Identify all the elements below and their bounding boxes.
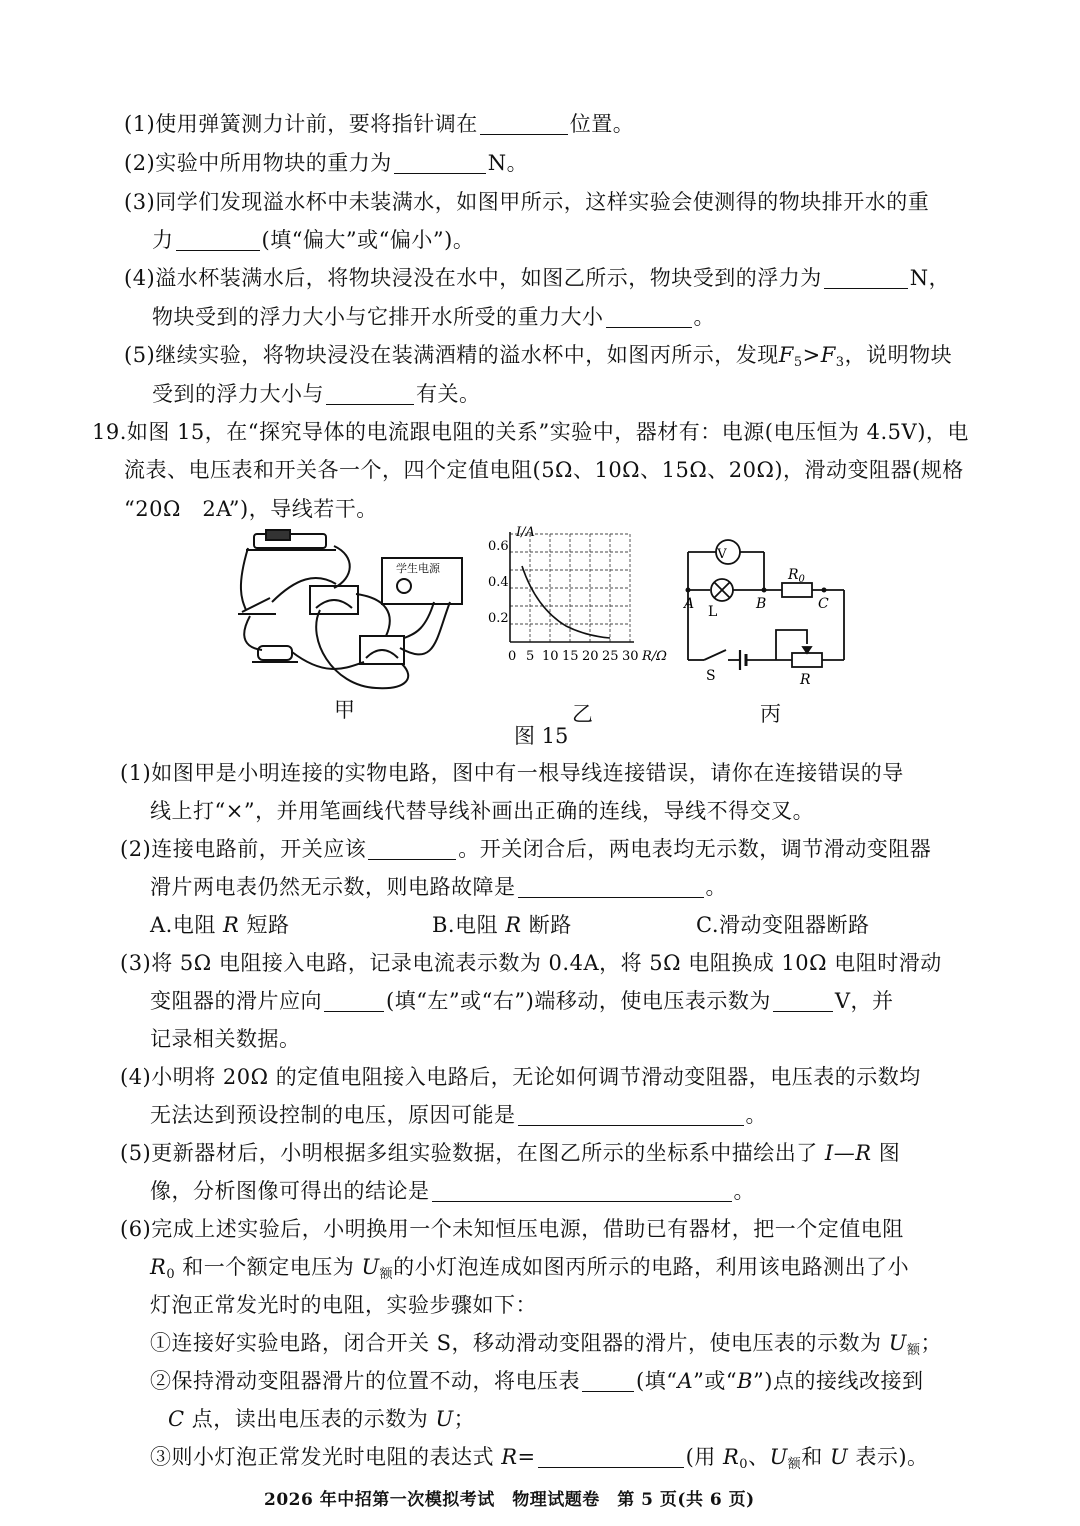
xtick-25: 25	[602, 649, 619, 664]
q19-p1-line1: (1)如图甲是小明连接的实物电路，图中有一根导线连接错误，请你在连接错误的导	[120, 761, 904, 785]
ytick-0.6: 0.6	[488, 539, 509, 554]
switch-s	[704, 650, 726, 660]
q19-p6-step2-line1: ②保持滑动变阻器滑片的位置不动，将电压表 (填“A”或“B”)点的接线改接到	[150, 1369, 924, 1393]
voltmeter-label: V	[717, 547, 727, 562]
figure-label-jia: 甲	[334, 698, 355, 722]
answer-blank[interactable]	[432, 1179, 732, 1202]
figure-yi-graph	[486, 522, 676, 672]
answer-blank[interactable]	[824, 266, 908, 289]
q19-p6-line2: $R_0$ 和一个额定电压为 $U_额$的小灯泡连成如图丙所示的电路，利用该电路测出了小	[150, 1255, 910, 1282]
q18-p3-line2: 力 (填“偏大”或“偏小”)。	[152, 228, 475, 252]
q18-p5-line2: 受到的浮力大小与 有关。	[152, 382, 481, 406]
answer-blank[interactable]	[324, 989, 384, 1012]
q19-p3-line1: (3)将 5Ω 电阻接入电路，记录电流表示数为 0.4A，将 5Ω 电阻换成 10Ω 电阻时滑动	[120, 951, 942, 975]
node-c-label: C	[818, 596, 829, 612]
q19-p6-line1: (6)完成上述实验后，小明换用一个未知恒压电源，借助已有器材，把一个定值电阻	[120, 1217, 904, 1241]
answer-blank[interactable]	[518, 875, 704, 898]
figure-caption: 图 15	[514, 724, 569, 748]
answer-blank[interactable]	[394, 151, 486, 174]
q19-p2-line2: 滑片两电表仍然无示数，则电路故障是 。	[150, 875, 727, 899]
lamp-label: L	[708, 604, 718, 620]
q18-p4-line1: (4)溢水杯装满水后，将物块浸没在水中，如图乙所示，物块受到的浮力为 N，	[124, 266, 951, 290]
q19-option-c[interactable]: C.滑动变阻器断路	[696, 913, 870, 937]
q18-p2: (2)实验中所用物块的重力为 N。	[124, 151, 529, 175]
q19-p3-line2: 变阻器的滑片应向 (填“左”或“右”)端移动，使电压表示数为 V，并	[150, 989, 894, 1013]
switch-label: S	[706, 668, 716, 684]
q18-p1: (1)使用弹簧测力计前，要将指针调在 位置。	[124, 112, 635, 136]
answer-blank[interactable]	[326, 382, 414, 405]
q19-p3-line3: 记录相关数据。	[150, 1027, 301, 1051]
q19-option-a[interactable]: A.电阻 R 短路	[150, 913, 290, 937]
i-r-curve	[522, 566, 610, 638]
q19-option-b[interactable]: B.电阻 R 断路	[432, 913, 572, 937]
q19-intro-line1: 19.如图 15，在“探究导体的电流跟电阻的关系”实验中，器材有：电源(电压恒为 4.5V)，电	[92, 420, 969, 444]
q19-p6-step3: ③则小灯泡正常发光时电阻的表达式 R= (用 $R_0$、$U_额$和 U 表示)。	[150, 1445, 929, 1472]
q19-p4-line1: (4)小明将 20Ω 的定值电阻接入电路后，无论如何调节滑动变阻器，电压表的示数均	[120, 1065, 921, 1089]
xtick-0: 0	[508, 649, 517, 664]
answer-blank[interactable]	[176, 228, 260, 251]
graph-xlabel: R/Ω	[642, 649, 667, 664]
ytick-0.4: 0.4	[488, 575, 509, 590]
r0-resistor	[782, 583, 812, 597]
answer-blank[interactable]	[773, 989, 833, 1012]
q19-intro-line2: 流表、电压表和开关各一个，四个定值电阻(5Ω、10Ω、15Ω、20Ω)，滑动变阻器(规格	[124, 458, 964, 482]
q19-p6-step2-line2: C 点，读出电压表的示数为 U；	[168, 1407, 476, 1431]
figure-bing-circuit	[676, 530, 856, 688]
answer-blank[interactable]	[606, 305, 692, 328]
node-a-label: A	[684, 596, 695, 612]
figure-label-bing: 丙	[760, 702, 781, 726]
xtick-15: 15	[562, 649, 579, 664]
xtick-5: 5	[526, 649, 535, 664]
q19-p2-line1: (2)连接电路前，开关应该 。开关闭合后，两电表均无示数，调节滑动变阻器	[120, 837, 932, 861]
answer-blank[interactable]	[518, 1103, 744, 1126]
q19-p6-line3: 灯泡正常发光时的电阻，实验步骤如下：	[150, 1293, 537, 1317]
rheostat-label: R	[800, 672, 811, 688]
q19-intro-line3: “20Ω 2A”)，导线若干。	[124, 497, 378, 521]
answer-blank[interactable]	[368, 837, 456, 860]
answer-blank[interactable]	[538, 1445, 684, 1468]
q19-p5-line1: (5)更新器材后，小明根据多组实验数据，在图乙所示的坐标系中描绘出了 I—R 图	[120, 1141, 901, 1165]
fixed-resistor	[258, 646, 292, 660]
node-b-label: B	[756, 596, 767, 612]
q18-p4-line2: 物块受到的浮力大小与它排开水所受的重力大小 。	[152, 305, 715, 329]
q19-p4-line2: 无法达到预设控制的电压，原因可能是 。	[150, 1103, 767, 1127]
q18-p5-line1: (5)继续实验，将物块浸没在装满酒精的溢水杯中，如图丙所示，发现$F_5>F_3$，说明物块	[124, 343, 953, 370]
figure-jia-physical-circuit	[236, 528, 472, 696]
page-footer: 2026 年中招第一次模拟考试 物理试题卷 第 5 页(共 6 页)	[264, 1490, 755, 1510]
answer-blank[interactable]	[582, 1369, 634, 1392]
r0-label: $R_0$	[788, 567, 805, 585]
q19-p6-step1: ①连接好实验电路，闭合开关 S，移动滑动变阻器的滑片，使电压表的示数为 $U_额$；	[150, 1331, 942, 1358]
figure-label-yi: 乙	[572, 702, 593, 726]
xtick-20: 20	[582, 649, 599, 664]
q18-p3-line1: (3)同学们发现溢水杯中未装满水，如图甲所示，这样实验会使测得的物块排开水的重	[124, 190, 930, 214]
xtick-10: 10	[542, 649, 559, 664]
xtick-30: 30	[622, 649, 639, 664]
graph-ylabel: I/A	[516, 525, 535, 540]
rheostat-r	[792, 653, 822, 667]
q19-p5-line2: 像，分析图像可得出的结论是 。	[150, 1179, 755, 1203]
q19-p1-line2: 线上打“×”，并用笔画线代替导线补画出正确的连线，导线不得交叉。	[150, 799, 815, 823]
answer-blank[interactable]	[480, 112, 568, 135]
ytick-0.2: 0.2	[488, 611, 509, 626]
power-box-label: 学生电源	[396, 562, 440, 575]
